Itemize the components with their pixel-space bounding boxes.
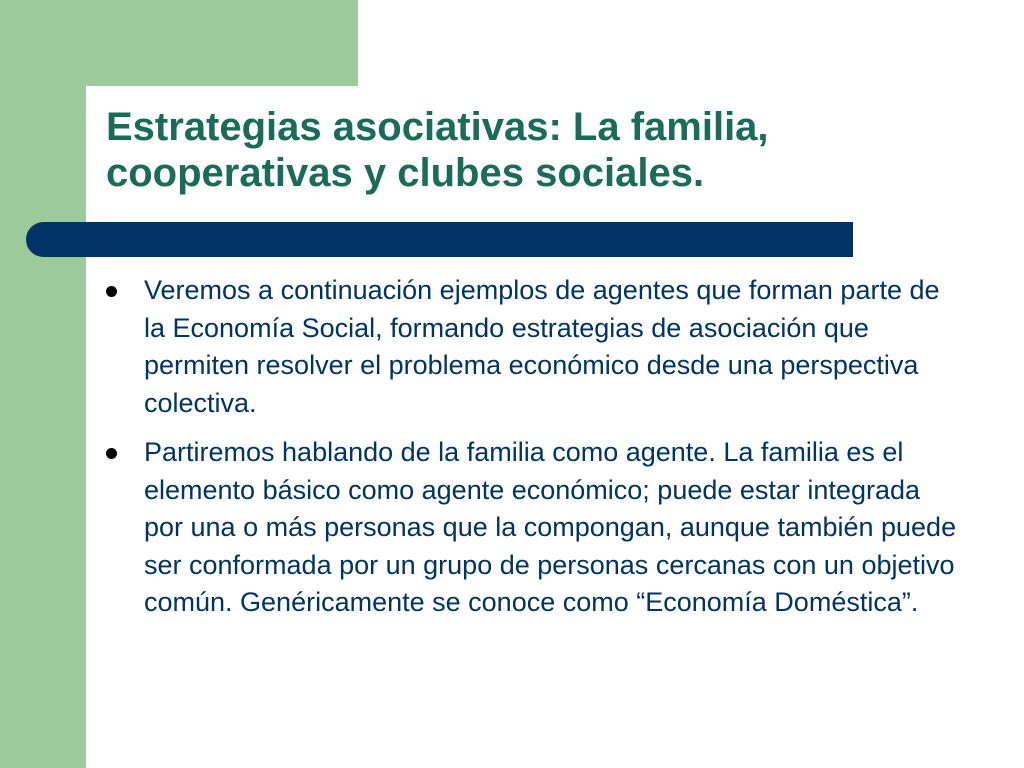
bullet-item [104, 272, 964, 422]
bullet-item [104, 434, 964, 622]
bullet-dot-icon [106, 286, 117, 297]
title-divider-bar [26, 222, 853, 257]
bullet-text: Partiremos hablando de la familia como agente. La familia es el elemento básico como agente económico; puede estar integrada por una o más personas que la compongan, aunque también puede ser conformada por un grupo de personas cercanas con un objetivo común. Genéricamente se conoce como “Economía Doméstica”. [144, 437, 957, 617]
bullet-text: Veremos a continuación ejemplos de agentes que forman parte de la Economía Social, formando estrategias de asociación que permiten resolver el problema económico desde una perspectiva colectiva. [144, 275, 940, 418]
bullet-dot-icon [106, 448, 117, 459]
bullet-list [104, 272, 964, 634]
slide-title: Estrategias asociativas: La familia, cooperativas y clubes sociales. [106, 105, 769, 195]
decorative-green-strip [0, 0, 86, 768]
